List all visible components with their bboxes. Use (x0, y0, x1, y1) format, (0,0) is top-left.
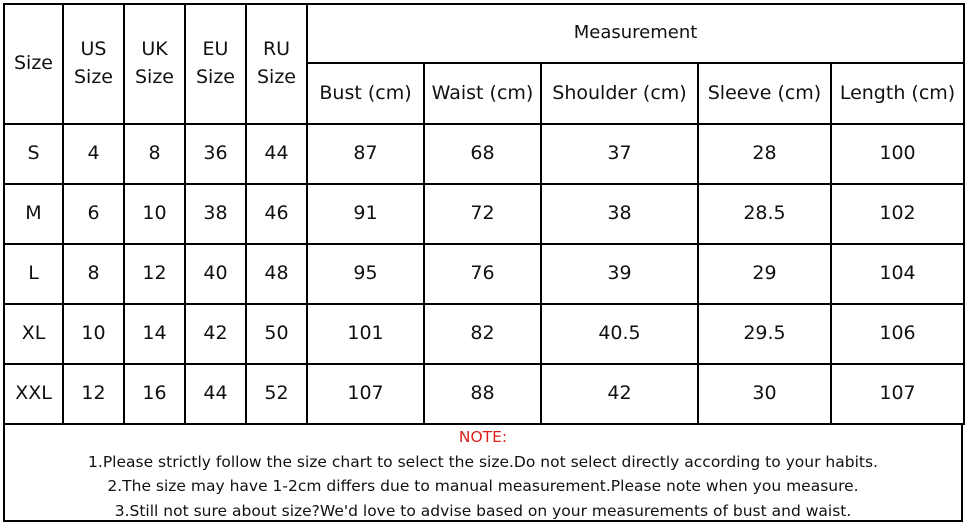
cell-size: XXL (4, 364, 63, 424)
cell-bust: 107 (307, 364, 424, 424)
cell-length: 100 (831, 124, 964, 184)
cell-uk: 16 (124, 364, 185, 424)
cell-us: 6 (63, 184, 124, 244)
cell-waist: 68 (424, 124, 541, 184)
cell-shoulder: 42 (541, 364, 698, 424)
header-ru-size (246, 4, 307, 124)
table-row (4, 184, 964, 244)
cell-length: 107 (831, 364, 964, 424)
cell-sleeve: 29.5 (698, 304, 831, 364)
cell-sleeve: 28.5 (698, 184, 831, 244)
cell-eu: 42 (185, 304, 246, 364)
cell-eu: 40 (185, 244, 246, 304)
cell-bust: 95 (307, 244, 424, 304)
cell-sleeve: 30 (698, 364, 831, 424)
cell-us: 4 (63, 124, 124, 184)
cell-size: M (4, 184, 63, 244)
cell-bust: 101 (307, 304, 424, 364)
cell-length: 102 (831, 184, 964, 244)
cell-shoulder: 40.5 (541, 304, 698, 364)
header-length: Length (cm) (831, 63, 964, 124)
cell-us: 10 (63, 304, 124, 364)
note-line-2: 2.The size may have 1-2cm differs due to manual measurement.Please note when you measure. (107, 477, 859, 495)
cell-waist: 72 (424, 184, 541, 244)
header-uk-size-label: UK Size (134, 38, 174, 88)
cell-size: S (4, 124, 63, 184)
cell-waist: 82 (424, 304, 541, 364)
size-chart-table (3, 3, 965, 425)
cell-eu: 38 (185, 184, 246, 244)
cell-size: XL (4, 304, 63, 364)
note-title: NOTE: (458, 428, 508, 446)
cell-us: 12 (63, 364, 124, 424)
header-size: Size (4, 4, 63, 124)
header-measurement: Measurement (307, 4, 964, 63)
header-eu-size-label: EU Size (195, 38, 235, 88)
table-row (4, 304, 964, 364)
header-us-size (63, 4, 124, 124)
cell-ru: 46 (246, 184, 307, 244)
header-sleeve: Sleeve (cm) (698, 63, 831, 124)
cell-length: 104 (831, 244, 964, 304)
cell-uk: 14 (124, 304, 185, 364)
table-row (4, 364, 964, 424)
header-shoulder: Shoulder (cm) (541, 63, 698, 124)
cell-ru: 48 (246, 244, 307, 304)
cell-ru: 52 (246, 364, 307, 424)
cell-shoulder: 38 (541, 184, 698, 244)
cell-sleeve: 28 (698, 124, 831, 184)
cell-eu: 44 (185, 364, 246, 424)
header-uk-size (124, 4, 185, 124)
cell-uk: 8 (124, 124, 185, 184)
cell-us: 8 (63, 244, 124, 304)
cell-ru: 50 (246, 304, 307, 364)
cell-uk: 12 (124, 244, 185, 304)
cell-ru: 44 (246, 124, 307, 184)
header-waist: Waist (cm) (424, 63, 541, 124)
cell-sleeve: 29 (698, 244, 831, 304)
cell-eu: 36 (185, 124, 246, 184)
table-row (4, 244, 964, 304)
cell-shoulder: 37 (541, 124, 698, 184)
table-row (4, 124, 964, 184)
note-line-1: 1.Please strictly follow the size chart to select the size.Do not select directly according to your habits. (88, 452, 878, 471)
header-ru-size-label: RU Size (256, 38, 296, 88)
cell-length: 106 (831, 304, 964, 364)
cell-bust: 91 (307, 184, 424, 244)
header-bust: Bust (cm) (307, 63, 424, 124)
header-us-size-label: US Size (73, 38, 113, 88)
cell-waist: 76 (424, 244, 541, 304)
cell-shoulder: 39 (541, 244, 698, 304)
header-eu-size (185, 4, 246, 124)
cell-size: L (4, 244, 63, 304)
note-line-3: 3.Still not sure about size?We'd love to advise based on your measurements of bust and waist. (114, 501, 852, 520)
cell-uk: 10 (124, 184, 185, 244)
header-row (4, 4, 964, 63)
cell-waist: 88 (424, 364, 541, 424)
note-section (3, 423, 963, 522)
cell-bust: 87 (307, 124, 424, 184)
